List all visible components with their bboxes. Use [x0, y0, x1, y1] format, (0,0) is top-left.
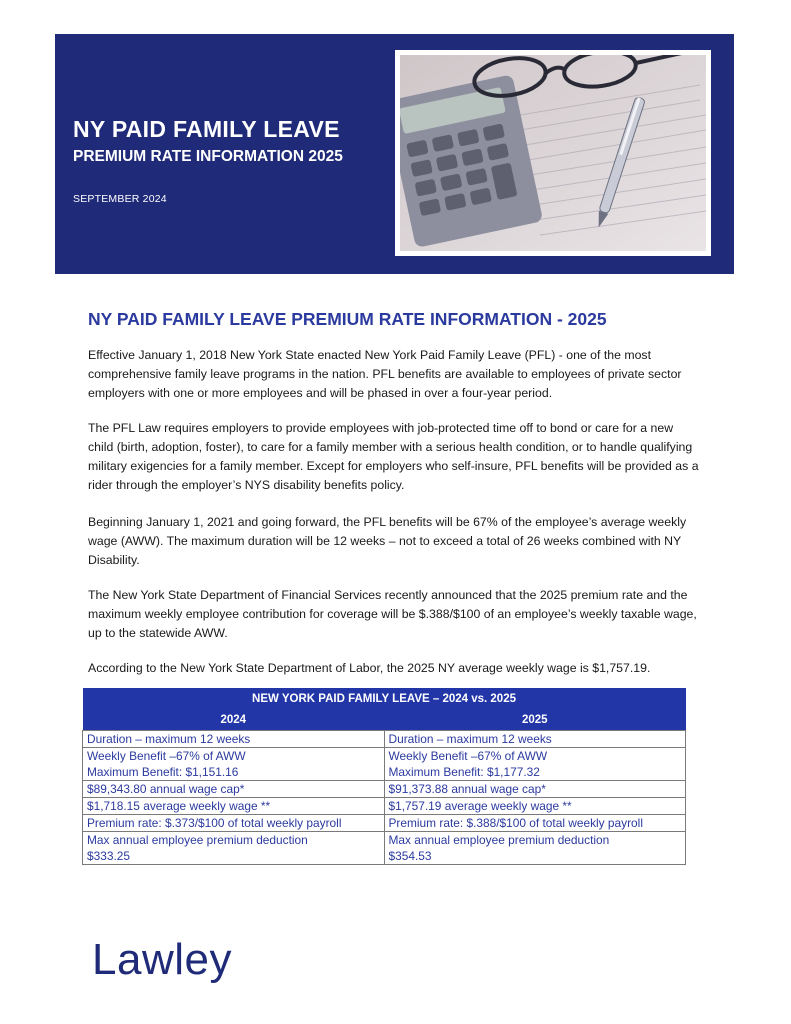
cell-line: $1,757.19 average weekly wage ** [388, 799, 572, 813]
cell-2024 [83, 815, 385, 832]
banner-date: SEPTEMBER 2024 [73, 193, 167, 205]
cell-line: Max annual employee premium deduction [388, 833, 610, 847]
cell-2024 [83, 748, 385, 781]
paragraph-benefits-2021: Beginning January 1, 2021 and going forward, the PFL benefits will be 67% of the employee’s average weekly wage (AWW). The maximum duration will be 12 weeks – not to exceed a total of 26 weeks combined with NY Disability. [88, 515, 687, 567]
table-row [83, 832, 686, 865]
cell-line: Max annual employee premium deduction [87, 833, 308, 847]
cell-line: $91,373.88 annual wage cap* [388, 782, 546, 796]
cell-line: $1,718.15 average weekly wage ** [87, 799, 271, 813]
paragraph-premium-rate: The New York State Department of Financial Services recently announced that the 2025 premium rate and the maximum weekly employee contribution for coverage will be $.388/$100 of an employee’s weekly taxable wage, up to the statewide AWW. [88, 588, 697, 640]
cell-line: $89,343.80 annual wage cap* [87, 782, 245, 796]
comparison-table [82, 688, 686, 865]
cell-2024 [83, 781, 385, 798]
cell-line: Duration – maximum 12 weeks [87, 732, 251, 746]
cell-2024 [83, 832, 385, 865]
column-header-2025: 2025 [384, 709, 686, 731]
banner-subtitle: PREMIUM RATE INFORMATION 2025 [73, 148, 343, 165]
column-header-2024: 2024 [83, 709, 385, 731]
cell-line: Maximum Benefit: $1,151.16 [87, 765, 239, 779]
cell-2025 [384, 798, 686, 815]
cell-2024 [83, 798, 385, 815]
cell-2025 [384, 815, 686, 832]
calculator-glasses-pen-photo [400, 55, 706, 251]
table-row [83, 815, 686, 832]
header-banner [55, 34, 734, 274]
table-header-row [83, 709, 686, 731]
banner-title: NY PAID FAMILY LEAVE [73, 116, 340, 142]
table-row [83, 781, 686, 798]
cell-line: $333.25 [87, 849, 130, 863]
cell-line: Duration – maximum 12 weeks [388, 732, 552, 746]
banner-photo-frame [395, 50, 711, 256]
cell-line: Premium rate: $.388/$100 of total weekly payroll [388, 816, 643, 830]
cell-line: Premium rate: $.373/$100 of total weekly payroll [87, 816, 342, 830]
cell-line: $354.53 [388, 849, 432, 863]
cell-2024 [83, 731, 385, 748]
paragraph-average-weekly-wage: According to the New York State Department of Labor, the 2025 NY average weekly wage is $1,757.19. [88, 661, 651, 675]
cell-2025 [384, 748, 686, 781]
cell-2025 [384, 731, 686, 748]
cell-2025 [384, 781, 686, 798]
cell-line: Maximum Benefit: $1,177.32 [388, 765, 540, 779]
table-row [83, 748, 686, 781]
cell-line: Weekly Benefit –67% of AWW [87, 749, 246, 763]
lawley-logo: Lawley [92, 935, 232, 984]
table-row [83, 731, 686, 748]
section-heading: NY PAID FAMILY LEAVE PREMIUM RATE INFORMATION - 2025 [88, 309, 607, 329]
paragraph-pfl-law: The PFL Law requires employers to provide employees with job-protected time off to bond or care for a new child (birth, adoption, foster), to care for a family member with a serious health condition, or to handle qualifying military exigencies for a family member. Except for employers who self-insure, PFL benefits will be provided as a rider through the employer’s NYS disability benefits policy. [88, 421, 699, 492]
table-title: NEW YORK PAID FAMILY LEAVE – 2024 vs. 2025 [83, 688, 686, 709]
table-row [83, 798, 686, 815]
paragraph-pfl-overview: Effective January 1, 2018 New York State enacted New York Paid Family Leave (PFL) - one of the most comprehensive family leave programs in the nation. PFL benefits are available to employees of private sector employers with one or more employees and will be phased in over a four-year period. [88, 348, 682, 400]
cell-2025 [384, 832, 686, 865]
cell-line: Weekly Benefit –67% of AWW [388, 749, 548, 763]
table-title-row [83, 688, 686, 709]
